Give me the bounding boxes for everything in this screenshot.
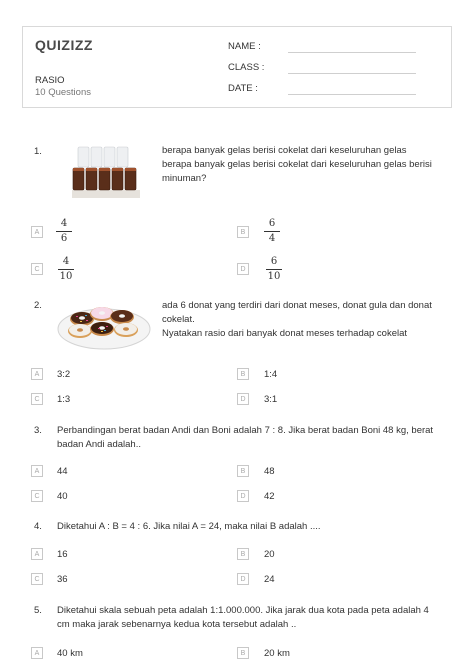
- worksheet-title: RASIO: [35, 75, 65, 86]
- q4-option-a-box[interactable]: A: [31, 548, 43, 560]
- date-line: [288, 94, 416, 95]
- q1-option-c-box[interactable]: C: [31, 263, 43, 275]
- question-1-text-line-2: berapa banyak gelas berisi cokelat dari keseluruhan gelas berisi: [162, 159, 432, 170]
- q5-option-b-box[interactable]: B: [237, 647, 249, 659]
- question-4-text-line-1: Diketahui A : B = 4 : 6. Jika nilai A = 24, maka nilai B adalah ....: [57, 521, 321, 532]
- q2-option-d-box[interactable]: D: [237, 393, 249, 405]
- q2-option-b-text[interactable]: 1:4: [264, 369, 278, 380]
- quizizz-logo: QUIZIZZ: [35, 37, 93, 53]
- q3-option-a-box[interactable]: A: [31, 465, 43, 477]
- question-4-number: 4.: [34, 521, 42, 532]
- q4-option-a-text[interactable]: 16: [57, 549, 68, 560]
- q4-option-c-box[interactable]: C: [31, 573, 43, 585]
- question-count: 10 Questions: [35, 87, 91, 98]
- question-2-text-line-1: ada 6 donat yang terdiri dari donat meses, donat gula dan donat: [162, 300, 432, 311]
- q2-option-a-box[interactable]: A: [31, 368, 43, 380]
- q1-option-b-fraction[interactable]: 6 4: [264, 218, 280, 245]
- q1-option-d-box[interactable]: D: [237, 263, 249, 275]
- question-5-text-line-2: cm maka jarak sebenarnya kedua kota tersebut adalah ..: [57, 619, 297, 630]
- q1-option-a-fraction[interactable]: 4 6: [56, 218, 72, 245]
- q3-option-d-text[interactable]: 42: [264, 491, 275, 502]
- question-5-text-line-1: Diketahui skala sebuah peta adalah 1:1.000.000. Jika jarak dua kota pada peta adalah 4: [57, 605, 429, 616]
- q2-option-c-box[interactable]: C: [31, 393, 43, 405]
- question-2-text-line-2: cokelat.: [162, 314, 195, 325]
- q2-option-c-text[interactable]: 1:3: [57, 394, 71, 405]
- q5-option-b-text[interactable]: 20 km: [264, 648, 290, 659]
- q1-option-b-box[interactable]: B: [237, 226, 249, 238]
- q3-option-b-box[interactable]: B: [237, 465, 249, 477]
- date-label: DATE :: [228, 83, 258, 94]
- q1-option-d-fraction[interactable]: 6 10: [267, 256, 281, 282]
- q5-option-a-text[interactable]: 40 km: [57, 648, 83, 659]
- q2-option-d-text[interactable]: 3:1: [264, 394, 278, 405]
- class-label: CLASS :: [228, 62, 265, 73]
- q4-option-c-text[interactable]: 36: [57, 574, 68, 585]
- q4-option-d-box[interactable]: D: [237, 573, 249, 585]
- q3-option-d-box[interactable]: D: [237, 490, 249, 502]
- name-line: [288, 52, 416, 53]
- q1-option-a-box[interactable]: A: [31, 226, 43, 238]
- question-2-number: 2.: [34, 300, 42, 311]
- donuts-plate-image: [56, 297, 152, 357]
- q2-option-a-text[interactable]: 3:2: [57, 369, 71, 380]
- q4-option-d-text[interactable]: 24: [264, 574, 275, 585]
- question-3-text-line-1: Perbandingan berat badan Andi dan Boni adalah 7 : 8. Jika berat badan Boni 48 kg, berat: [57, 425, 434, 436]
- chocolate-glasses-image: [72, 144, 140, 198]
- q1-option-c-fraction[interactable]: 4 10: [59, 256, 73, 282]
- name-label: NAME :: [228, 41, 261, 52]
- q3-option-c-box[interactable]: C: [31, 490, 43, 502]
- question-1-number: 1.: [34, 146, 42, 157]
- q4-option-b-box[interactable]: B: [237, 548, 249, 560]
- question-3-number: 3.: [34, 425, 42, 436]
- question-2-text-line-3: Nyatakan rasio dari banyak donat meses terhadap cokelat: [162, 328, 408, 339]
- q2-option-b-box[interactable]: B: [237, 368, 249, 380]
- question-3-text-line-2: badan Andi adalah..: [57, 439, 141, 450]
- q5-option-a-box[interactable]: A: [31, 647, 43, 659]
- q3-option-a-text[interactable]: 44: [57, 466, 68, 477]
- q3-option-c-text[interactable]: 40: [57, 491, 68, 502]
- q3-option-b-text[interactable]: 48: [264, 466, 275, 477]
- question-1-text-line-3: minuman?: [162, 173, 207, 184]
- q4-option-b-text[interactable]: 20: [264, 549, 275, 560]
- question-1-text-line-1: berapa banyak gelas berisi cokelat dari keseluruhan gelas: [162, 145, 407, 156]
- class-line: [288, 73, 416, 74]
- question-5-number: 5.: [34, 605, 42, 616]
